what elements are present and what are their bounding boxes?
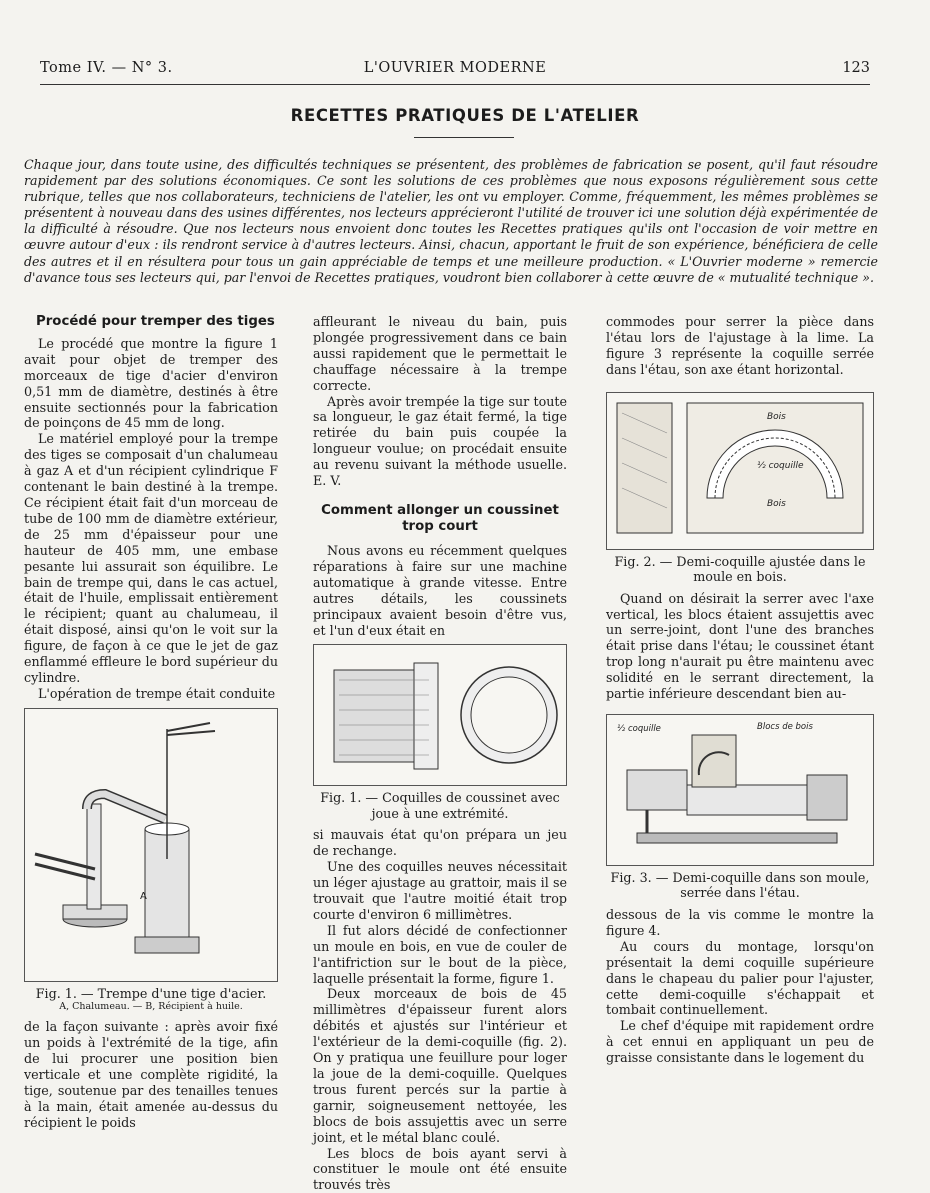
paragraph: affleurant le niveau du bain, puis plongée progressivement dans ce bain aussi rapidement que le permettait le chauffage nécessaire à la trempe correcte. <box>313 314 567 393</box>
wood-mould-illustration <box>607 393 873 547</box>
page-number: 123 <box>842 60 870 76</box>
paragraph: L'opération de trempe était conduite <box>38 685 276 701</box>
figure-1-caption <box>24 986 278 1014</box>
intro-paragraph: Chaque jour, dans toute usine, des difficultés techniques se présentent, des problèmes de fabrication se posent, qu'il faut résoudre rapidement par des solutions économiques. Ce sont les solutions de ces problèmes que nous exposons régulièrement sous cette rubrique, telles que nos collaborateurs, techniciens de l'atelier, les ont vu employer. Comme, fréquemment, les mêmes problèmes se présentent à nouveau dans des usines différentes, nos lecteurs apprécieront l'utilité de trouver ici une solution déjà expérimentée de la difficulté à résoudre. Que nos lecteurs nous envoient donc toutes les Recettes pratiques qu'ils ont l'occasion de voir mettre en œuvre autour d'eux : ils rendront service à d'autres lecteurs. Ainsi, chacun, apportant le fruit de son expérience, bénéficiera de celle des autres et il en résultera pour tous un gain appréciable de temps et une meilleure production. « L'Ouvrier moderne » remercie d'avance tous ses lecteurs qui, par l'envoi de Recettes pratiques, voudront bien collaborer à cette œuvre de « mutualité technique ». <box>24 157 878 285</box>
title-rule <box>414 137 514 138</box>
paragraph: Les blocs de bois ayant servi à constituer le moule ont été ensuite trouvés très <box>313 1145 567 1193</box>
figure-1-bushing-caption: Fig. 1. — Coquilles de coussinet avec joue à une extrémité. <box>320 790 560 821</box>
label-demi-coquille-vise: ½ coquille <box>617 723 661 734</box>
figure-2-wood-mould <box>606 392 874 550</box>
label-a: A <box>140 890 147 902</box>
paragraph: dessous de la vis comme le montre la figure 4. <box>606 906 874 938</box>
column-1 <box>24 314 278 1131</box>
figure-1-quenching <box>24 708 278 982</box>
volume-issue: Tome IV. — N° 3. <box>40 60 173 76</box>
article-heading-tremper: Procédé pour tremper des tiges <box>36 314 275 329</box>
label-demi-coquille: ½ coquille <box>757 460 804 471</box>
paragraph: Il fut alors décidé de confectionner un moule en bois, en vue de couler de l'antifriction sur le bout de la pièce, laquelle présentait la forme, figure 1. <box>313 922 567 986</box>
paragraph: Le chef d'équipe mit rapidement ordre à cet ennui en appliquant un peu de graisse consistante dans le logement du <box>606 1018 874 1066</box>
figure-1-bushing-shells <box>313 644 567 786</box>
caption-text: Fig. 1. — Trempe d'une tige d'acier. <box>35 985 267 1001</box>
figure-3-vise <box>606 714 874 866</box>
paragraph: Nous avons eu récemment quelques réparations à faire sur une machine automatique à grande vitesse. Entre autres détails, les coussinets principaux avaient besoin d'être vus, et l'un d'eux était en <box>313 542 567 638</box>
column-2 <box>313 314 567 1193</box>
paragraph: de la façon suivante : après avoir fixé un poids à l'extrémité de la tige, afin de lui procurer une position bien verticale et une complète rigidité, la tige, soutenue par des tenailles tenues à la main, était amenée au-dessus du récipient le poids <box>24 1019 278 1130</box>
figure-2-caption: Fig. 2. — Demi-coquille ajustée dans le moule en bois. <box>614 553 866 585</box>
section-title: RECETTES PRATIQUES DE L'ATELIER <box>290 106 640 125</box>
figure-3-caption: Fig. 3. — Demi-coquille dans son moule, serrée dans l'étau. <box>610 869 870 901</box>
paragraph: Au cours du montage, lorsqu'on présentait la demi coquille supérieure dans le chapeau du palier pour l'ajuster, cette demi-coquille s'échappait et tombait continuellement. <box>606 938 874 1018</box>
paragraph: si mauvais état qu'on prépara un jeu de rechange. <box>313 827 567 859</box>
label-bois-bottom: Bois <box>767 498 786 509</box>
paragraph: Deux morceaux de bois de 45 millimètres d'épaisseur furent alors débités et ajustés sur l'intérieur et l'extérieur de la demi-coquille (fig. 2). On y pratiqua une feuillure pour loger la joue de la demi-coquille. Quelques trous furent percés sur la partie à garnir, soigneusement nettoyée, les blocs de bois assujettis avec un serre joint, et le métal blanc coulé. <box>313 986 567 1145</box>
column-3 <box>606 314 874 1066</box>
header-rule <box>40 84 870 85</box>
paragraph: Le matériel employé pour la trempe des tiges se composait d'un chalumeau à gaz A et d'un récipient cylindrique F contenant le bain destiné à la trempe. Ce récipient était fait d'un morceau de tube de 100 mm de diamètre extérieur, de 25 mm d'épaisseur pour une hauteur de 405 mm, une embase pesante lui assurait son équilibre. Le bain de trempe qui, dans le cas actuel, était de l'huile, emplissait entièrement le récipient; quant au chalumeau, il était disposé, ainsi qu'on le voit sur la figure, de façon à ce que le jet de gaz enflammé effleure le bord supérieur du cylindre. <box>24 431 278 685</box>
paragraph: Une des coquilles neuves nécessitait un léger ajustage au grattoir, mais il se trouvait que l'autre moitié était trop courte d'environ 6 millimètres. <box>313 859 567 922</box>
vise-illustration <box>607 715 873 863</box>
article-heading-coussinet: Comment allonger un coussinet trop court <box>321 502 559 534</box>
label-bois-top: Bois <box>767 411 786 422</box>
bushing-illustration <box>314 645 566 783</box>
paragraph: Après avoir trempée la tige sur toute sa longueur, le gaz était fermé, la tige retirée du bain puis coupée la longueur voulue; on procédait ensuite au revenu suivant la méthode usuelle. E. V. <box>313 393 567 489</box>
quenching-illustration <box>25 709 277 979</box>
paragraph: Le procédé que montre la figure 1 avait pour objet de tremper des morceaux de tige d'acier d'environ 0,51 mm de diamètre, destinés à être ensuite sectionnés pour la fabrication de poinçons de 45 mm de long. <box>24 335 278 431</box>
running-header <box>40 60 870 82</box>
paragraph: commodes pour serrer la pièce dans l'étau lors de l'ajustage à la lime. La figure 3 représente la coquille serrée dans l'étau, son axe étant horizontal. <box>606 314 874 377</box>
paragraph: Quand on désirait la serrer avec l'axe vertical, les blocs étaient assujettis avec un serre-joint, dont l'une des branches était prise dans l'étau; le coussinet étant trop long n'aurait pu être maintenu avec solidité en le serrant directement, la partie inférieure descendant bien au- <box>606 590 874 702</box>
journal-title: L'OUVRIER MODERNE <box>363 60 547 76</box>
label-blocs-de-bois: Blocs de bois <box>757 721 813 732</box>
caption-legend: A, Chalumeau. — B, Récipient à huile. <box>59 1001 243 1013</box>
